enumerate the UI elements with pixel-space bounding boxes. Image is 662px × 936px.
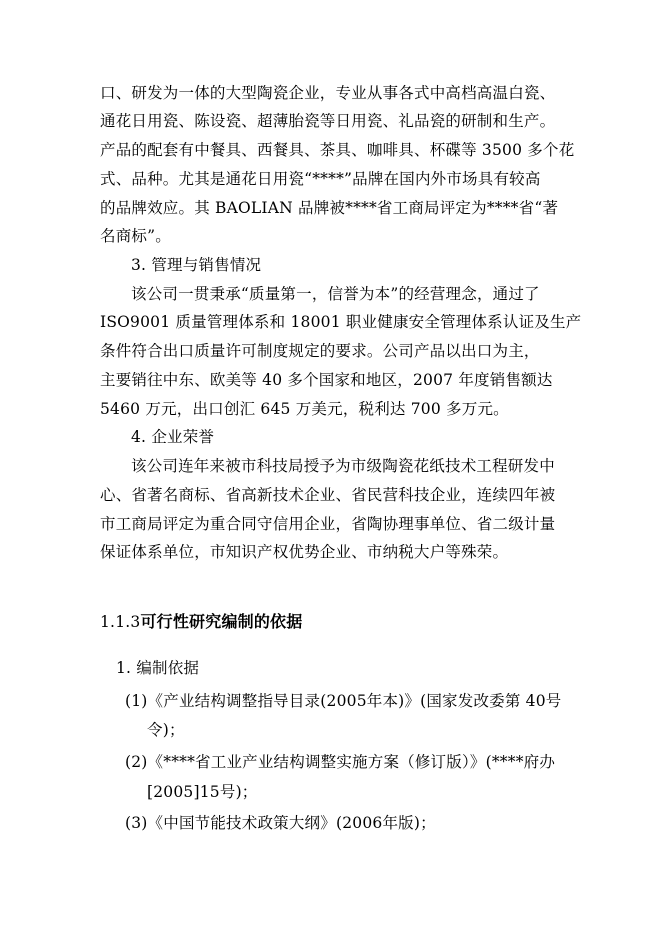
intro-line-2: 通花日用瓷、陈设瓷、超薄胎瓷等日用瓷、礼品瓷的研制和生产。 (100, 112, 556, 130)
intro-line-1: 口、研发为一体的大型陶瓷企业，专业从事各式中高档高温白瓷、 (100, 84, 556, 102)
heading-management-sales: 3. 管理与销售情况 (131, 256, 262, 274)
para3-line-5: 5460 万元，出口创汇 645 万美元，税利达 700 多万元。 (100, 400, 509, 418)
para3-line-4: 主要销往中东、欧美等 40 多个国家和地区，2007 年度销售额达 (100, 371, 553, 389)
intro-line-5: 的品牌效应。其 BAOLIAN 品牌被****省工商局评定为****省“著 (100, 199, 559, 217)
sub-heading-basis: 1. 编制依据 (116, 659, 200, 677)
section-title: 可行性研究编制的依据 (140, 612, 303, 631)
para4-line-4: 保证体系单位，市知识产权优势企业、市纳税大户等殊荣。 (100, 543, 509, 561)
para4-line-3: 市工商局评定为重合同守信用企业，省陶协理事单位、省二级计量 (100, 515, 556, 533)
intro-line-4: 式、品种。尤其是通花日用瓷“****”品牌在国内外市场具有较高 (100, 170, 541, 188)
para3-line-3: 条件符合出口质量许可制度规定的要求。公司产品以出口为主， (100, 342, 540, 360)
section-heading (100, 612, 302, 632)
ref-3-line-1: (3)《中国节能技术政策大纲》(2006年版)； (125, 814, 436, 832)
intro-line-6: 名商标”。 (100, 227, 171, 245)
intro-line-3: 产品的配套有中餐具、西餐具、茶具、咖啡具、杯碟等 3500 多个花 (100, 141, 575, 159)
para4-line-1: 该公司连年来被市科技局授予为市级陶瓷花纸技术工程研发中 (131, 457, 555, 475)
para3-line-1: 该公司一贯秉承“质量第一，信誉为本”的经营理念，通过了 (131, 285, 540, 303)
para3-line-2: ISO9001 质量管理体系和 18001 职业健康安全管理体系认证及生产 (100, 313, 582, 331)
ref-1-line-1: (1)《产业结构调整指导目录(2005年本)》(国家发改委第 40号 (125, 692, 562, 710)
section-number: 1.1.3 (100, 613, 141, 631)
heading-honors: 4. 企业荣誉 (131, 428, 215, 446)
ref-2-line-1: (2)《****省工业产业结构调整实施方案（修订版）》(****府办 (125, 753, 556, 771)
ref-2-line-2: [2005]15号)； (147, 783, 258, 801)
para4-line-2: 心、省著名商标、省高新技术企业、省民营科技企业，连续四年被 (100, 486, 556, 504)
ref-1-line-2: 令)； (147, 721, 185, 739)
